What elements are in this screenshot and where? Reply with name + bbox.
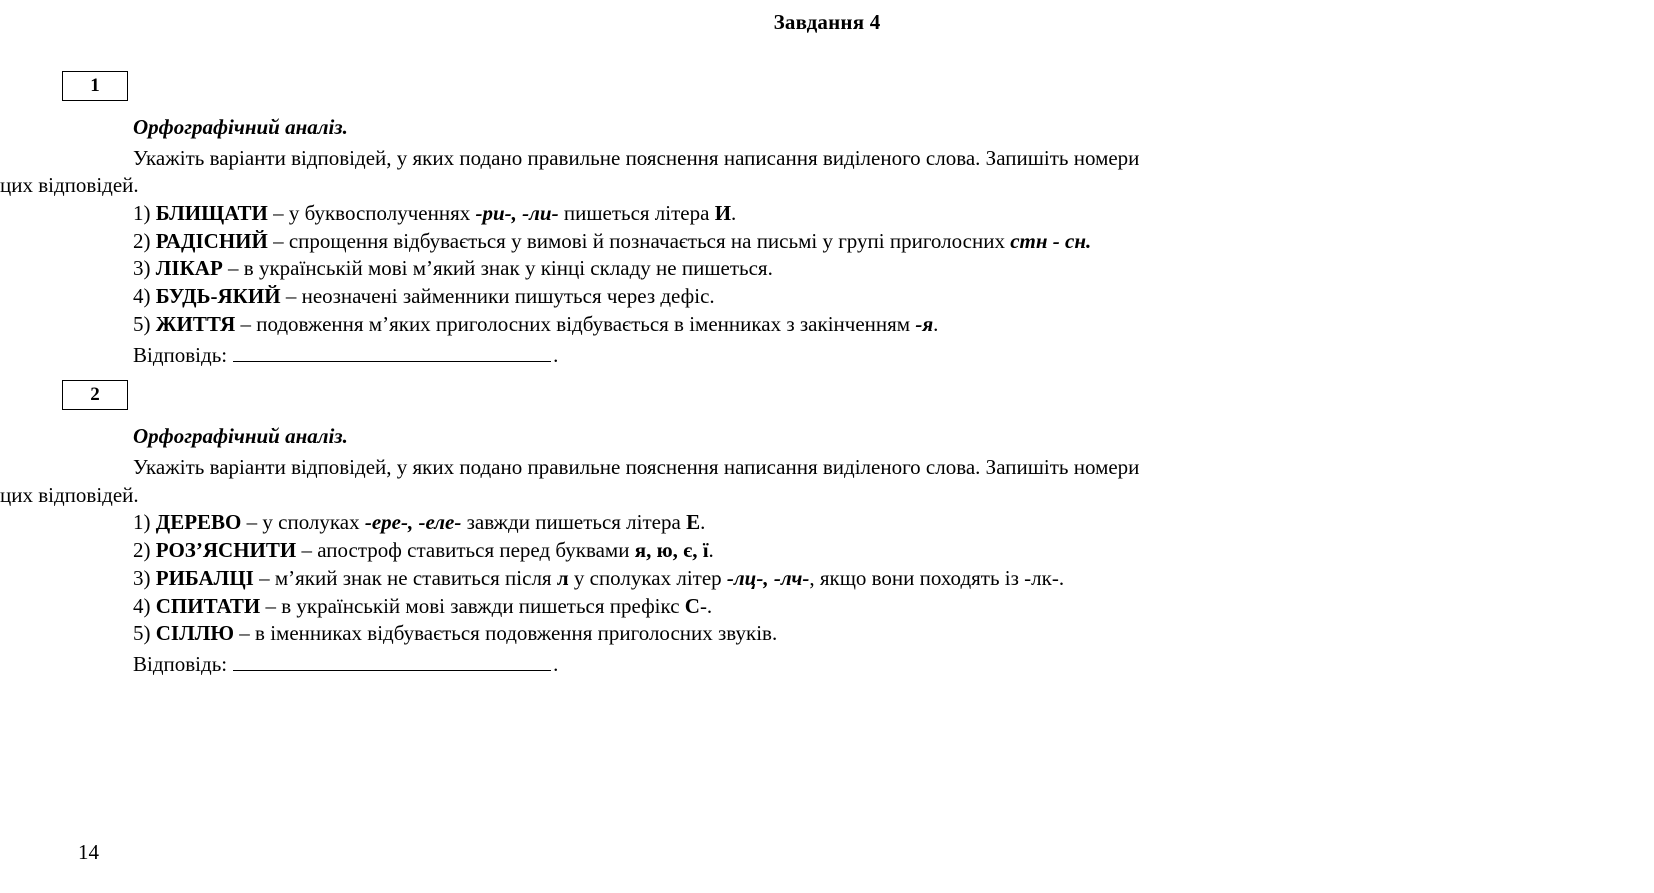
options-list-1 [78, 200, 1624, 340]
option-text: – апостроф ставиться перед буквами [296, 537, 635, 562]
option-marker: 3) [133, 256, 151, 281]
option-text-mid: -. [699, 593, 713, 618]
option-emphasis-1: стн - сн. [1010, 228, 1092, 253]
answer-row-2 [78, 652, 1624, 677]
task-number-badge-1: 1 [62, 71, 128, 101]
list-item [78, 509, 1624, 537]
answer-input-1[interactable] [233, 344, 551, 362]
option-keyword: БЛИЩАТИ [155, 200, 268, 225]
option-keyword: ДЕРЕВО [155, 509, 242, 534]
option-keyword: РАДІСНИЙ [155, 228, 268, 253]
page-title: Завдання 4 [773, 10, 881, 34]
list-item [78, 311, 1624, 339]
option-marker: 4) [133, 284, 151, 309]
option-marker: 5) [133, 312, 151, 337]
list-item [78, 620, 1624, 648]
option-emphasis-1: -я [915, 312, 934, 337]
task-instructions-1 [0, 145, 1624, 200]
option-marker: 1) [133, 200, 151, 225]
option-text: – м’який знак не ставиться після [253, 565, 557, 590]
answer-label: Відповідь: [133, 343, 228, 368]
task-subtitle-2: Орфографічний аналіз. [133, 424, 348, 449]
option-marker: 4) [133, 593, 151, 618]
task-instructions-line1: Укажіть варіанти відповідей, у яких подано правильне пояснення написання виділеного слова. Запишіть номери [133, 146, 1140, 170]
option-text: – в українській мові м’який знак у кінці складу не пишеться. [222, 256, 773, 281]
answer-suffix: . [553, 652, 559, 677]
list-item [78, 200, 1624, 228]
option-emphasis-2: Е [686, 509, 701, 534]
option-text: – в іменниках відбувається подовження приголосних звуків. [234, 621, 778, 646]
option-keyword: РИБАЛЦІ [155, 565, 254, 590]
option-text: – неозначені займенники пишуться через дефіс. [280, 284, 715, 309]
option-text-tail: . [708, 537, 714, 562]
option-marker: 2) [133, 537, 151, 562]
option-text-mid: завжди пишеться літера [461, 509, 687, 534]
task-block-2 [0, 380, 1654, 677]
option-text: – подовження м’яких приголосних відбувається в іменниках з закінченням [235, 312, 916, 337]
list-item [78, 228, 1624, 256]
task-instructions-line2: цих відповідей. [0, 482, 139, 507]
option-keyword: РОЗ’ЯСНИТИ [155, 537, 297, 562]
option-text-mid: пишеться літера [558, 200, 715, 225]
option-marker: 3) [133, 565, 151, 590]
list-item [78, 565, 1624, 593]
task-instructions-line2: цих відповідей. [0, 173, 139, 198]
document-page [0, 10, 1654, 893]
task-instructions-line1: Укажіть варіанти відповідей, у яких подано правильне пояснення написання виділеного слова. Запишіть номери [133, 455, 1140, 480]
option-text: – у сполуках [241, 509, 365, 534]
task-body-1 [0, 115, 1654, 368]
list-item [78, 283, 1624, 311]
option-keyword: СПИТАТИ [155, 593, 261, 618]
answer-row-1 [78, 343, 1624, 368]
options-list-2 [78, 509, 1624, 649]
task-body-2 [0, 424, 1654, 677]
task-number-badge-2: 2 [62, 380, 128, 410]
option-text: – спрощення відбувається у вимові й позначається на письмі у групі приголосних [267, 228, 1011, 253]
option-text-mid: у сполуках літер [568, 565, 727, 590]
option-keyword: ЛІКАР [155, 256, 223, 281]
option-keyword: БУДЬ-ЯКИЙ [155, 284, 281, 309]
option-marker: 2) [133, 228, 151, 253]
option-emphasis-1: -ри-, -ли- [475, 200, 559, 225]
option-text: – в українській мові завжди пишеться префікс [260, 593, 685, 618]
option-text-tail: . [933, 312, 939, 337]
option-emphasis-1: С [684, 593, 700, 618]
option-text-tail: . [700, 509, 706, 534]
option-emphasis-1: я, ю, є, ї [634, 537, 709, 562]
answer-label: Відповідь: [133, 652, 228, 677]
task-subtitle-1: Орфографічний аналіз. [133, 115, 348, 139]
option-emphasis-1: -ере-, -еле- [364, 509, 462, 534]
answer-suffix: . [553, 343, 559, 368]
page-number: 14 [78, 840, 99, 864]
task-block-1 [0, 71, 1654, 368]
option-text-tail: , якщо вони походять із -лк-. [809, 565, 1065, 590]
option-marker: 1) [133, 509, 151, 534]
option-emphasis-1: л [556, 565, 569, 590]
option-text: – у буквосполученнях [267, 200, 476, 225]
task-instructions-2 [0, 454, 1624, 509]
list-item [78, 593, 1624, 621]
option-emphasis-2: -лц-, -лч- [726, 565, 810, 590]
list-item [78, 255, 1624, 283]
list-item [78, 537, 1624, 565]
option-emphasis-2: И [714, 200, 732, 225]
option-text-tail: . [731, 200, 737, 225]
option-keyword: СІЛЛЮ [155, 621, 235, 646]
answer-input-2[interactable] [233, 653, 551, 671]
option-marker: 5) [133, 621, 151, 646]
option-keyword: ЖИТТЯ [155, 312, 236, 337]
